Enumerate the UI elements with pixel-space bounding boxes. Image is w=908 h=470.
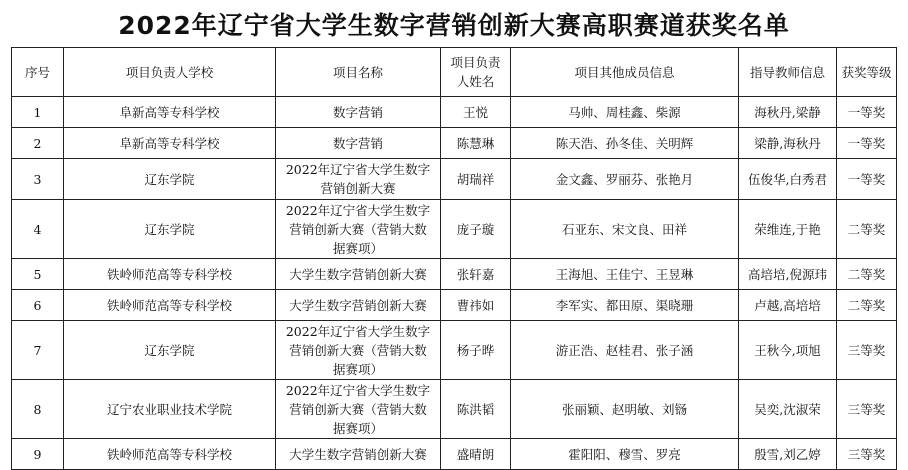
- cell-no: 3: [12, 159, 64, 200]
- award-table: [11, 47, 897, 470]
- cell-teachers: 王秋今,项旭: [739, 321, 837, 380]
- header-project: 项目名称: [276, 48, 441, 97]
- cell-leader: 盛晴朗: [441, 439, 511, 470]
- cell-teachers: 殷雪,刘乙婷: [739, 439, 837, 470]
- cell-members: 李军实、都田原、渠晓珊: [511, 290, 739, 321]
- cell-project: 数字营销: [276, 128, 441, 159]
- cell-award: 三等奖: [837, 439, 897, 470]
- cell-no: 6: [12, 290, 64, 321]
- cell-award: 二等奖: [837, 200, 897, 259]
- cell-school: 铁岭师范高等专科学校: [64, 259, 276, 290]
- cell-members: 王海旭、王佳宁、王昱琳: [511, 259, 739, 290]
- table-row: [12, 159, 897, 200]
- cell-leader: 王悦: [441, 97, 511, 128]
- cell-project: 2022年辽宁省大学生数字 营销创新大赛（营销大数 据赛项）: [276, 321, 441, 380]
- cell-members: 霍阳阳、穆雪、罗亮: [511, 439, 739, 470]
- header-members: 项目其他成员信息: [511, 48, 739, 97]
- cell-members: 陈天浩、孙冬佳、关明辉: [511, 128, 739, 159]
- cell-leader: 庞子璇: [441, 200, 511, 259]
- cell-project: 大学生数字营销创新大赛: [276, 259, 441, 290]
- cell-teachers: 卢越,高培培: [739, 290, 837, 321]
- cell-project: 2022年辽宁省大学生数字 营销创新大赛（营销大数 据赛项）: [276, 380, 441, 439]
- page-title: 2022年辽宁省大学生数字营销创新大赛高职赛道获奖名单: [118, 11, 790, 40]
- cell-teachers: 海秋丹,梁静: [739, 97, 837, 128]
- cell-school: 阜新高等专科学校: [64, 97, 276, 128]
- cell-project: 数字营销: [276, 97, 441, 128]
- table-row: [12, 321, 897, 380]
- header-award: 获奖等级: [837, 48, 897, 97]
- cell-no: 5: [12, 259, 64, 290]
- cell-no: 9: [12, 439, 64, 470]
- cell-project: 2022年辽宁省大学生数字 营销创新大赛（营销大数 据赛项）: [276, 200, 441, 259]
- table-row: [12, 259, 897, 290]
- cell-school: 辽东学院: [64, 321, 276, 380]
- header-leader: 项目负责人姓名: [441, 48, 511, 97]
- header-teachers: 指导教师信息: [739, 48, 837, 97]
- cell-members: 游正浩、赵桂君、张子涵: [511, 321, 739, 380]
- table-row: [12, 200, 897, 259]
- table-row: [12, 97, 897, 128]
- cell-project: 大学生数字营销创新大赛: [276, 439, 441, 470]
- cell-award: 三等奖: [837, 380, 897, 439]
- cell-teachers: 吴奕,沈淑荣: [739, 380, 837, 439]
- cell-teachers: 梁静,海秋丹: [739, 128, 837, 159]
- cell-school: 辽东学院: [64, 159, 276, 200]
- cell-school: 辽宁农业职业技术学院: [64, 380, 276, 439]
- cell-members: 马帅、周桂鑫、柴源: [511, 97, 739, 128]
- cell-project: 大学生数字营销创新大赛: [276, 290, 441, 321]
- cell-leader: 张轩嘉: [441, 259, 511, 290]
- cell-no: 8: [12, 380, 64, 439]
- cell-school: 辽东学院: [64, 200, 276, 259]
- cell-award: 二等奖: [837, 290, 897, 321]
- cell-project: 2022年辽宁省大学生数字 营销创新大赛: [276, 159, 441, 200]
- cell-members: 石亚东、宋文良、田祥: [511, 200, 739, 259]
- cell-award: 三等奖: [837, 321, 897, 380]
- table-header-row: [12, 48, 897, 97]
- table-row: [12, 380, 897, 439]
- cell-leader: 杨子晔: [441, 321, 511, 380]
- cell-no: 4: [12, 200, 64, 259]
- table-row: [12, 128, 897, 159]
- header-school: 项目负责人学校: [64, 48, 276, 97]
- cell-members: 张丽颖、赵明敏、刘铴: [511, 380, 739, 439]
- cell-leader: 陈慧琳: [441, 128, 511, 159]
- table-row: [12, 439, 897, 470]
- cell-school: 阜新高等专科学校: [64, 128, 276, 159]
- cell-teachers: 伍俊华,白秀君: [739, 159, 837, 200]
- table-row: [12, 290, 897, 321]
- cell-award: 一等奖: [837, 159, 897, 200]
- cell-members: 金文鑫、罗丽芬、张艳月: [511, 159, 739, 200]
- cell-no: 7: [12, 321, 64, 380]
- cell-leader: 陈洪韬: [441, 380, 511, 439]
- cell-leader: 胡瑞祥: [441, 159, 511, 200]
- cell-award: 一等奖: [837, 128, 897, 159]
- cell-no: 2: [12, 128, 64, 159]
- cell-teachers: 高培培,倪源玮: [739, 259, 837, 290]
- cell-leader: 曹祎如: [441, 290, 511, 321]
- cell-award: 二等奖: [837, 259, 897, 290]
- cell-school: 铁岭师范高等专科学校: [64, 439, 276, 470]
- header-no: 序号: [12, 48, 64, 97]
- cell-teachers: 荣维连,于艳: [739, 200, 837, 259]
- cell-award: 一等奖: [837, 97, 897, 128]
- cell-no: 1: [12, 97, 64, 128]
- cell-school: 铁岭师范高等专科学校: [64, 290, 276, 321]
